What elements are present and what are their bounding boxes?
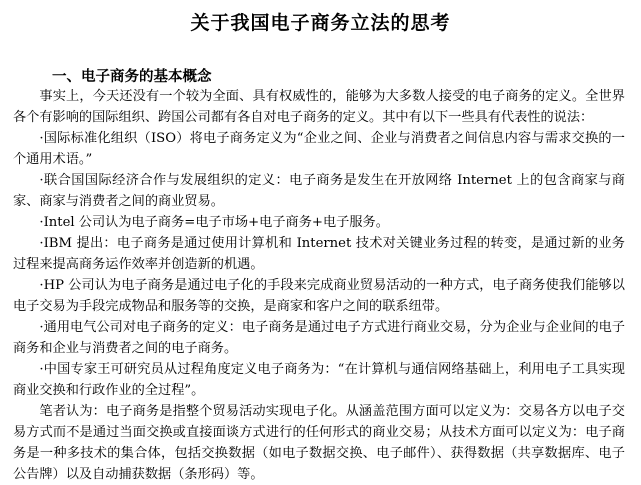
paragraph-author-view: 笔者认为：电子商务是指整个贸易活动实现电子化。从涵盖范围方面可以定义为：交易各方以电子交易方式而不是通过当面交换或直接面谈方式进行的任何形式的商业交易；从技术方面可以定义为：电子商务是一种多技术的集合体，包括交换数据（如电子数据交换、电子邮件）、获得数据（共享数据库、电子公告牌）以及自动捕获数据（条形码）等。: [13, 404, 625, 482]
paragraph-hp-definition: ·HP 公司认为电子商务是通过电子化的手段来完成商业贸易活动的一种方式，电子商务使我们能够以电子交易为手段完成物品和服务等的交换，是商家和客户之间的联系纽带。: [13, 278, 625, 314]
paragraph-ibm-definition: ·IBM 提出：电子商务是通过使用计算机和 Internet 技术对关键业务过程的转变，是通过新的业务过程来提高商务运作效率并创造新的机遇。: [13, 236, 625, 272]
document-body: [13, 86, 625, 485]
paragraph-intel-definition: ·Intel 公司认为电子商务=电子市场+电子商务+电子服务。: [39, 215, 389, 230]
paragraph-intro: 事实上，今天还没有一个较为全面、具有权威性的，能够为大多数人接受的电子商务的定义。全世界各个有影响的国际组织、跨国公司都有各自对电子商务的定义。其中有以下一些具有代表性的说法：: [13, 89, 625, 125]
document-title: 关于我国电子商务立法的思考: [190, 12, 451, 34]
paragraph-oecd-definition: ·联合国国际经济合作与发展组织的定义：电子商务是发生在开放网络 Internet 上的包含商家与商家、商家与消费者之间的商业贸易。: [13, 173, 625, 209]
paragraph-expert-definition: ·中国专家王可研究员从过程角度定义电子商务为：“在计算机与通信网络基础上，利用电子工具实现商业交换和行政作业的全过程”。: [13, 362, 625, 398]
paragraph-iso-definition: ·国际标准化组织（ISO）将电子商务定义为“企业之间、企业与消费者之间信息内容与需求交换的一个通用术语。”: [13, 131, 625, 167]
section-heading: 一、电子商务的基本概念: [52, 69, 212, 85]
paragraph-ge-definition: ·通用电气公司对电子商务的定义：电子商务是通过电子方式进行商业交易，分为企业与企业间的电子商务和企业与消费者之间的电子商务。: [13, 320, 625, 356]
